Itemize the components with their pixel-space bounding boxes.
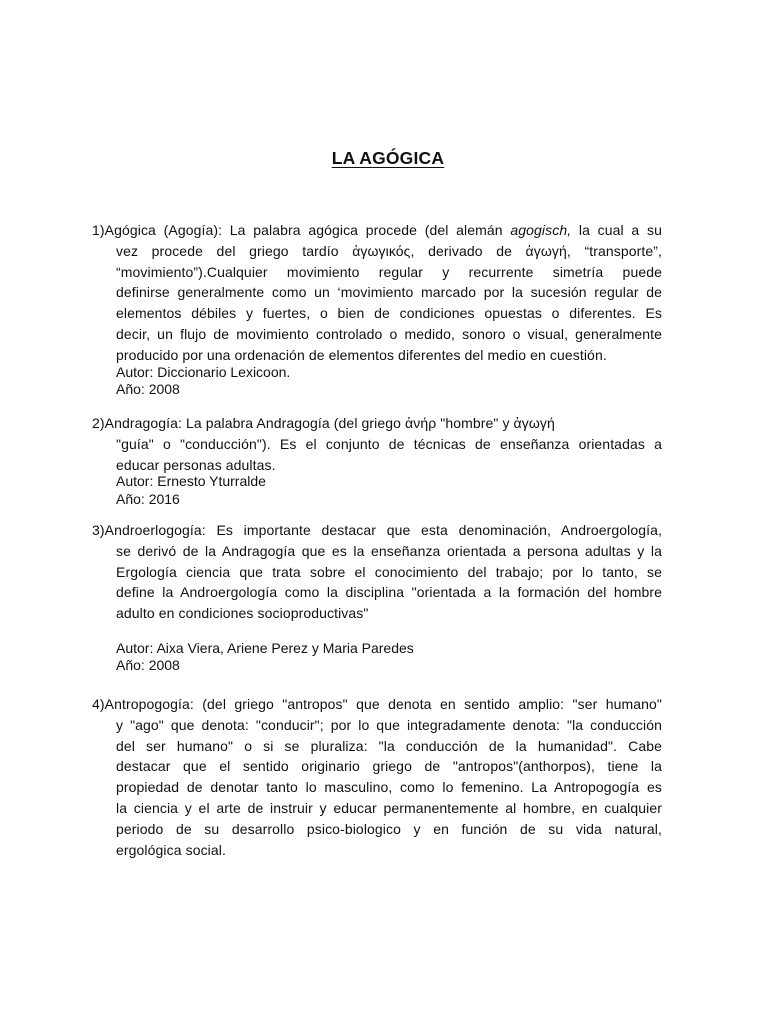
entry-author: Autor: Aixa Viera, Ariene Perez y Maria Paredes (116, 639, 414, 656)
entry-line: la ciencia y el arte de instruir y educar permanentemente al hombre, en cualquier (116, 799, 662, 816)
entry-line: ergológica social. (116, 841, 226, 858)
entry-line: “movimiento”).Cualquier movimiento regular y recurrente simetría puede (116, 263, 662, 280)
entry-line: define la Androergología como la disciplina "orientada a la formación del hombre (116, 584, 662, 601)
entry-line: se derivó de la Andragogía que es la enseñanza orientada a persona adultas y la (116, 542, 662, 559)
entry-line: Ergología ciencia que trata sobre el conocimiento del trabajo; por lo tanto, se (116, 563, 662, 580)
entry-line: propiedad de denotar tanto lo masculino, como lo femenino. La Antropogogía es (116, 779, 662, 796)
entry-line: vez procede del griego tardío ἀγωγικός, derivado de ἀγωγή, “transporte”, (116, 242, 662, 259)
entry-agogica (92, 220, 662, 399)
entry-line: "guía" o "conducción"). Es el conjunto de técnicas de enseñanza orientadas a (116, 435, 662, 452)
entry-heading-line: 3)Androerlogogía: Es importante destacar que esta denominación, Androergología, (92, 522, 662, 538)
entry-year: Año: 2008 (116, 657, 180, 674)
entry-line: elementos débiles y fuertes, o bien de condiciones opuestas o diferentes. Es (116, 305, 662, 322)
entry-line: del ser humano" o si se pluraliza: "la conducción de la humanidad". Cabe (116, 737, 662, 754)
entry-androergologia (92, 520, 662, 675)
entry-line: producido por una ordenación de elementos diferentes del medio en cuestión. (116, 346, 607, 363)
entry-line: educar personas adultas. (116, 456, 276, 473)
entry-heading-line: 1)Agógica (Agogía): La palabra agógica procede (del alemán agogisch, la cual a su (92, 222, 662, 238)
entry-andragogia (92, 413, 662, 508)
entry-line: definirse generalmente como un ‘movimiento marcado por la sucesión regular de (116, 284, 662, 301)
entry-line: destacar que el sentido originario griego de "antropos"(anthorpos), tiene la (116, 758, 662, 775)
entry-year: Año: 2016 (116, 490, 180, 507)
entry-heading-line: 2)Andragogía: La palabra Andragogía (del griego ἀνήρ "hombre" y ἀγωγή (92, 415, 555, 431)
entry-antropogogia (92, 694, 662, 860)
entry-year: Año: 2008 (116, 381, 180, 398)
entry-line: adulto en condiciones socioproductivas" (116, 605, 369, 622)
entry-author: Autor: Ernesto Yturralde (116, 473, 266, 490)
entry-author: Autor: Diccionario Lexicoon. (116, 363, 291, 380)
entry-line: y "ago" que denota: "conducir"; por lo que integradamente denota: "la conducción (116, 716, 662, 733)
entry-line: decir, un flujo de movimiento controlado o medido, sonoro o visual, generalmente (116, 325, 662, 342)
entry-line: periodo de su desarrollo psico-biologico y en función de su vida natural, (116, 820, 662, 837)
page-title: LA AGÓGICA (331, 148, 445, 168)
entry-heading-line: 4)Antropogogía: (del griego "antropos" que denota en sentido amplio: "ser humano" (92, 696, 662, 712)
